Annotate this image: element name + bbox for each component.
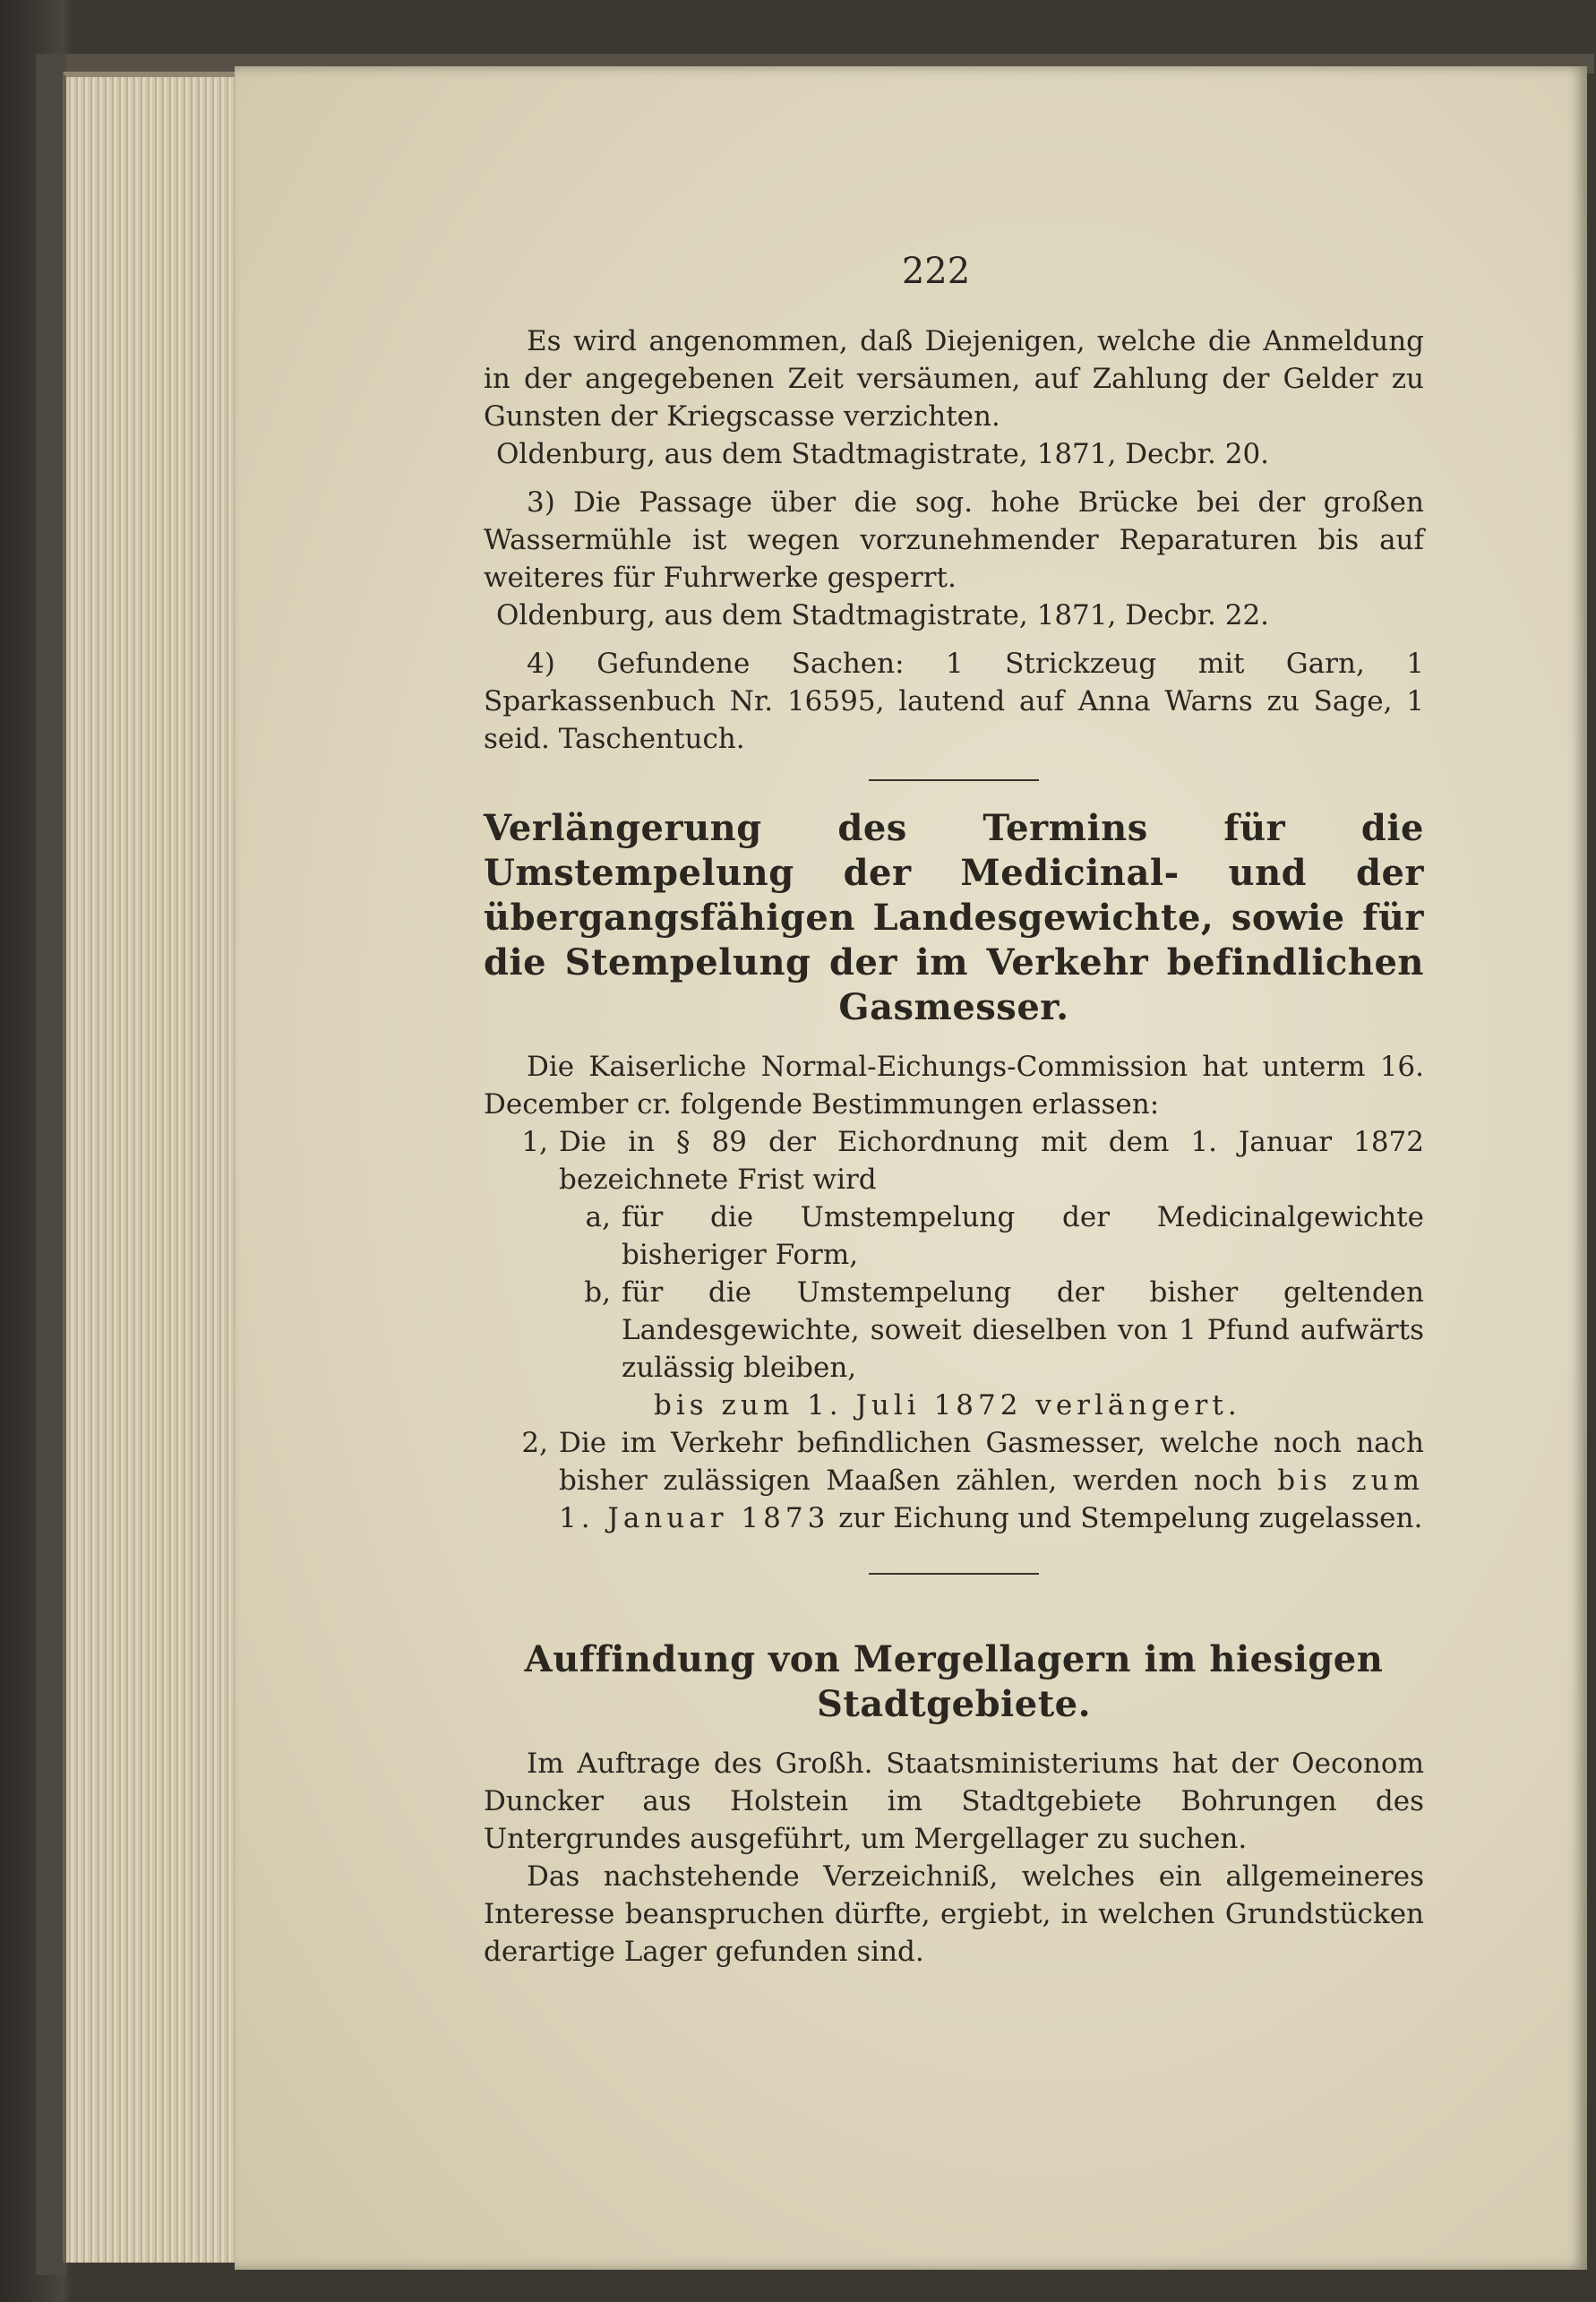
item1-conclusion: bis zum 1. Juli 1872 verlängert. bbox=[654, 1389, 1241, 1422]
section-divider bbox=[869, 779, 1039, 781]
item2-text-end: zur Eichung und Stempelung zugelassen. bbox=[829, 1502, 1423, 1534]
book-spine-edge bbox=[36, 54, 66, 2275]
section3-paragraph: 3) Die Passage über die sog. hohe Brücke bei der großen Wassermühle ist wegen vorzunehmender Reparaturen bis auf weiteres für Fuhrwerke gesperrt. bbox=[484, 486, 1424, 594]
page-stack-edge bbox=[63, 72, 245, 2263]
section1-signature: Oldenburg, aus dem Stadtmagistrate, 1871, Decbr. 20. bbox=[496, 438, 1270, 470]
list-text bbox=[559, 1424, 1424, 1537]
item2-text-start: Die im Verkehr befindlichen Gasmesser, welche noch nach bisher zulässigen Maaßen zählen, werden noch bbox=[559, 1427, 1424, 1497]
section-divider bbox=[869, 1573, 1039, 1575]
list-subitem bbox=[484, 1274, 1424, 1387]
article2-heading: Auffindung von Mergellagern im hiesigen Stadtgebiete. bbox=[524, 1638, 1384, 1725]
list-marker: 1, bbox=[521, 1126, 548, 1158]
section3-signature: Oldenburg, aus dem Stadtmagistrate, 1871, Decbr. 22. bbox=[496, 599, 1270, 631]
page-text-block bbox=[484, 322, 1424, 1971]
list-text: für die Umstempelung der Medicinalgewichte bisheriger Form, bbox=[622, 1201, 1424, 1271]
article2-paragraph1: Im Auftrage des Großh. Staatsministeriums hat der Oeconom Duncker aus Holstein im Stadtgebiete Bohrungen des Untergrundes ausgeführt, um Mergellager zu suchen. bbox=[484, 1748, 1424, 1855]
article1-heading: Verlängerung des Termins für die Umstempelung der Medicinal- und der übergangsfähigen Landesgewichte, sowie für die Stempelung der im Verkehr befindlichen Gasmesser. bbox=[484, 807, 1424, 1028]
list-marker: b, bbox=[584, 1276, 611, 1309]
article2-paragraph2: Das nachstehende Verzeichniß, welches ein allgemeineres Interesse beanspruchen dürfte, ergiebt, in welchen Grundstücken derartige Lager gefunden sind. bbox=[484, 1860, 1424, 1968]
page-number: 222 bbox=[901, 251, 971, 292]
list-marker: 2, bbox=[521, 1427, 548, 1459]
list-subitem bbox=[484, 1198, 1424, 1274]
list-marker: a, bbox=[585, 1201, 611, 1233]
item2-emphasis: bis zum 1. Januar 1873 bbox=[559, 1465, 1424, 1534]
section4-paragraph: 4) Gefundene Sachen: 1 Strickzeug mit Garn, 1 Sparkassenbuch Nr. 16595, lautend auf Anna Warns zu Sage, 1 seid. Taschentuch. bbox=[484, 648, 1424, 755]
list-text: Die in § 89 der Eichordnung mit dem 1. Januar 1872 bezeichnete Frist wird bbox=[559, 1126, 1424, 1196]
article1-intro: Die Kaiserliche Normal-Eichungs-Commission hat unterm 16. December cr. folgende Bestimmungen erlassen: bbox=[484, 1051, 1424, 1121]
list-text: für die Umstempelung der bisher geltenden Landesgewichte, soweit dieselben von 1 Pfund aufwärts zulässig bleiben, bbox=[622, 1276, 1424, 1384]
list-item bbox=[484, 1123, 1424, 1198]
list-item bbox=[484, 1424, 1424, 1537]
section1-paragraph: Es wird angenommen, daß Diejenigen, welche die Anmeldung in der angegebenen Zeit versäumen, auf Zahlung der Gelder zu Gunsten der Kriegscasse verzichten. bbox=[484, 325, 1424, 433]
